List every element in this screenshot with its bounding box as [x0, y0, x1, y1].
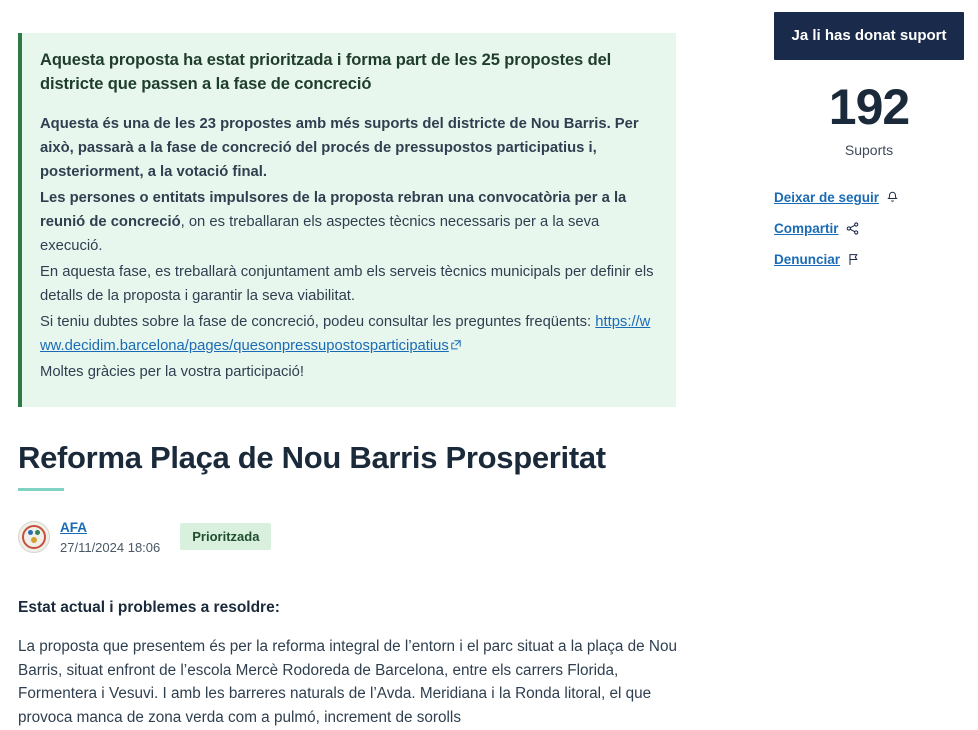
follow-action[interactable]: [774, 190, 964, 205]
callout-paragraph-2-rest: , on es treballaran els aspectes tècnics necessaris per a la seva execució.: [40, 213, 600, 254]
title-underline-rule: [18, 488, 64, 491]
page-title: Reforma Plaça de Nou Barris Prosperitat: [18, 439, 606, 475]
callout-paragraph-3: En aquesta fase, es treballarà conjuntament amb els serveis tècnics municipals per definir els detalls de la proposta i garantir la seva viabilitat.: [40, 263, 654, 304]
prioritized-callout: [18, 33, 676, 407]
author-row: [18, 517, 718, 557]
callout-paragraph-4-prefix: Si teniu dubtes sobre la fase de concreció, podeu consultar les preguntes freqüents:: [40, 313, 592, 330]
share-action-label: Compartir: [774, 221, 839, 237]
callout-paragraph-5: Moltes gràcies per la vostra participació!: [40, 363, 304, 380]
proposal-date: 27/11/2024 18:06: [60, 540, 161, 556]
main-content-column: [18, 0, 718, 730]
callout-paragraph-4: [40, 311, 654, 359]
share-icon: [846, 222, 859, 235]
callout-paragraph-2: [40, 187, 654, 259]
author-name-link[interactable]: AFA: [60, 519, 87, 535]
report-action[interactable]: [774, 252, 964, 267]
sidebar-actions: [774, 190, 964, 267]
author-meta: [60, 517, 160, 557]
callout-paragraph-1: Aquesta és una de les 23 propostes amb més suports del districte de Nou Barris. Per això, passarà a la fase de concreció del procés de pressupostos participatius i, posteriorment, a la votació final.: [40, 115, 639, 180]
share-action[interactable]: [774, 221, 964, 236]
support-button[interactable]: Ja li has donat suport: [774, 12, 964, 60]
support-count: 192: [828, 79, 910, 136]
avatar-shape-3: [31, 537, 37, 543]
sidebar: [774, 12, 964, 283]
callout-paragraph-2-strong: Les persones o entitats impulsores de la proposta rebran una convocatòria per a la reunió de concreció: [40, 189, 627, 230]
section-heading: Estat actual i problemes a resoldre:: [18, 598, 280, 616]
callout-title: Aquesta proposta ha estat prioritzada i forma part de les 25 propostes del districte que passen a la fase de concreció: [40, 51, 612, 93]
avatar[interactable]: [18, 521, 50, 553]
status-badge: Prioritzada: [180, 523, 271, 550]
proposal-body-text: La proposta que presentem és per la reforma integral de l’entorn i el parc situat a la plaça de Nou Barris, situat enfront de l’escola Mercè Rodoreda de Barcelona, entre els carrers Florida, Formentera i Vesuvi. I amb les barreres naturals de l’Avda. Meridiana i la Ronda litoral, el que provoca manca de zona verda com a pulmó, increment de sorolls: [18, 637, 677, 726]
bell-icon: [886, 191, 899, 204]
external-link-icon: [451, 340, 461, 350]
avatar-shape-1: [28, 530, 33, 535]
report-action-label: Denunciar: [774, 252, 841, 268]
support-count-label: Suports: [844, 142, 894, 159]
follow-action-label: Deixar de seguir: [774, 190, 880, 206]
avatar-shape-2: [35, 530, 40, 535]
flag-icon: [847, 253, 860, 266]
faq-link[interactable]: https://www.decidim.barcelona/pages/quesonpressupostosparticipatius: [40, 313, 651, 354]
